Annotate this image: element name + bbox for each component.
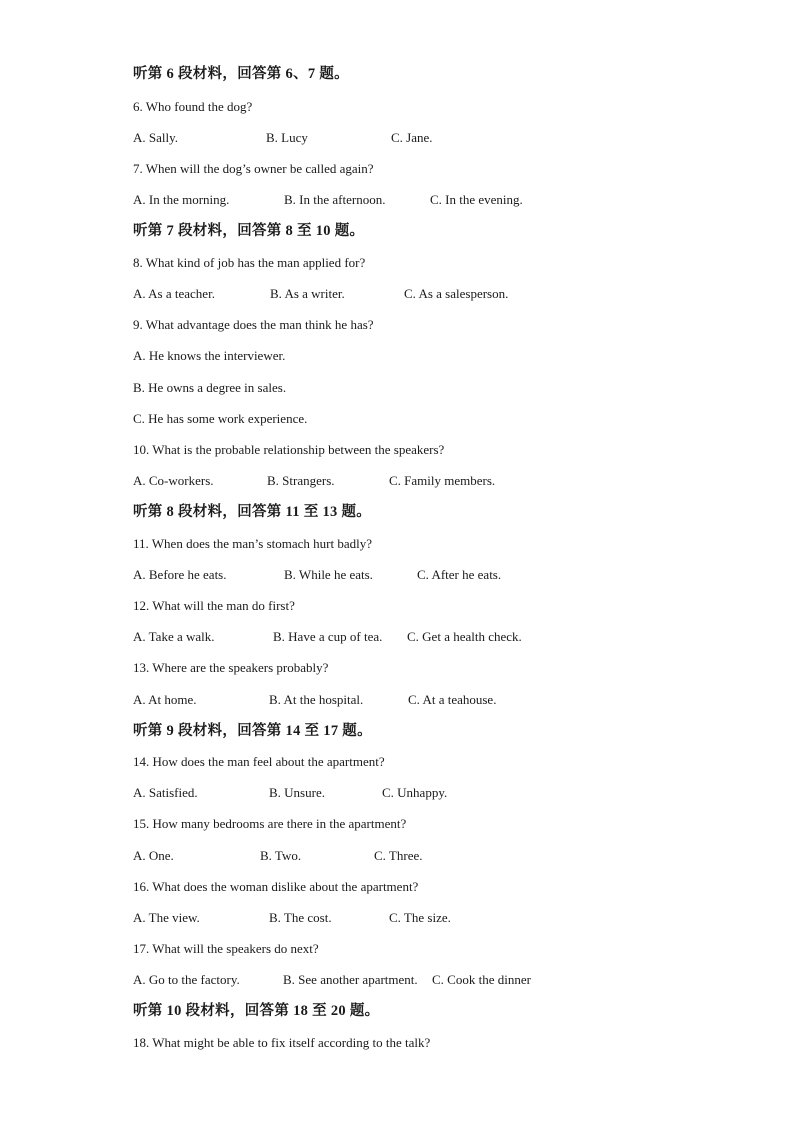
option-c: C. Family members. bbox=[389, 473, 496, 488]
option-b: B. In the afternoon. bbox=[284, 192, 386, 207]
section-header: 听第 7 段材料，回答第 8 至 10 题。 bbox=[133, 223, 365, 239]
section-header: 听第 6 段材料，回答第 6、7 题。 bbox=[133, 66, 349, 82]
option-c: C. Jane. bbox=[391, 130, 433, 145]
option-a: A. The view. bbox=[133, 910, 200, 925]
option-c: C. Unhappy. bbox=[382, 785, 448, 800]
option-c: C. He has some work experience. bbox=[133, 411, 308, 426]
option-a: A. Go to the factory. bbox=[133, 972, 240, 987]
option-a: A. One. bbox=[133, 848, 174, 863]
question-text: 16. What does the woman dislike about the apartment? bbox=[133, 879, 419, 894]
option-b: B. While he eats. bbox=[284, 567, 373, 582]
question-text: 7. When will the dog’s owner be called again? bbox=[133, 161, 374, 176]
option-b: B. Two. bbox=[260, 848, 302, 863]
question-text: 10. What is the probable relationship between the speakers? bbox=[133, 442, 445, 457]
option-b: B. He owns a degree in sales. bbox=[133, 380, 287, 395]
option-b: B. Strangers. bbox=[267, 473, 335, 488]
option-b: B. See another apartment. bbox=[283, 972, 418, 987]
question-text: 15. How many bedrooms are there in the apartment? bbox=[133, 816, 407, 831]
option-c: C. As a salesperson. bbox=[404, 286, 509, 301]
option-a: A. Co-workers. bbox=[133, 473, 214, 488]
option-b: B. Unsure. bbox=[269, 785, 325, 800]
question-text: 18. What might be able to fix itself according to the talk? bbox=[133, 1035, 431, 1050]
option-a: A. In the morning. bbox=[133, 192, 230, 207]
option-c: C. The size. bbox=[389, 910, 451, 925]
option-c: C. In the evening. bbox=[430, 192, 523, 207]
section-header: 听第 10 段材料，回答第 18 至 20 题。 bbox=[133, 1003, 380, 1019]
section-header: 听第 8 段材料，回答第 11 至 13 题。 bbox=[133, 504, 372, 520]
question-text: 9. What advantage does the man think he has? bbox=[133, 317, 374, 332]
question-text: 17. What will the speakers do next? bbox=[133, 941, 319, 956]
option-c: C. Cook the dinner bbox=[432, 972, 531, 987]
question-text: 11. When does the man’s stomach hurt badly? bbox=[133, 536, 373, 551]
option-a: A. Satisfied. bbox=[133, 785, 198, 800]
option-c: C. Three. bbox=[374, 848, 423, 863]
option-a: A. He knows the interviewer. bbox=[133, 348, 286, 363]
option-a: A. Take a walk. bbox=[133, 629, 215, 644]
option-c: C. At a teahouse. bbox=[408, 692, 497, 707]
question-text: 13. Where are the speakers probably? bbox=[133, 660, 329, 675]
option-a: A. Before he eats. bbox=[133, 567, 227, 582]
option-a: A. As a teacher. bbox=[133, 286, 215, 301]
option-b: B. As a writer. bbox=[270, 286, 345, 301]
section-header: 听第 9 段材料，回答第 14 至 17 题。 bbox=[133, 723, 372, 739]
question-text: 8. What kind of job has the man applied for? bbox=[133, 255, 366, 270]
option-a: A. At home. bbox=[133, 692, 197, 707]
option-b: B. At the hospital. bbox=[269, 692, 364, 707]
question-text: 12. What will the man do first? bbox=[133, 598, 295, 613]
option-c: C. After he eats. bbox=[417, 567, 502, 582]
option-c: C. Get a health check. bbox=[407, 629, 522, 644]
question-text: 6. Who found the dog? bbox=[133, 99, 253, 114]
option-b: B. Lucy bbox=[266, 130, 308, 145]
option-a: A. Sally. bbox=[133, 130, 179, 145]
option-b: B. Have a cup of tea. bbox=[273, 629, 383, 644]
option-b: B. The cost. bbox=[269, 910, 332, 925]
question-text: 14. How does the man feel about the apartment? bbox=[133, 754, 385, 769]
